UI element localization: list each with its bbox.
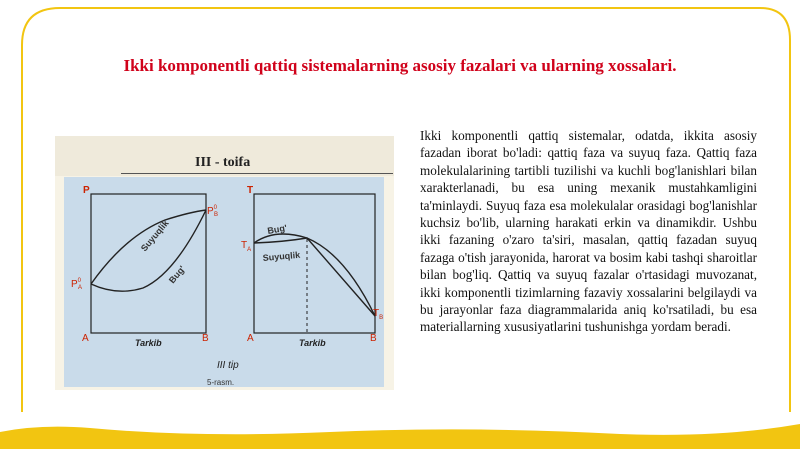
left-point-b-label: $P^0$ B [207, 205, 219, 218]
left-corner-a: A [82, 333, 89, 344]
right-curve-upper-label: Bug' [266, 222, 288, 236]
left-curve-upper-label: Suyuqlik [138, 218, 171, 254]
left-corner-b: B [202, 333, 209, 344]
left-diagram [71, 185, 218, 348]
right-curve-lower-label: Suyuqlik [262, 249, 301, 263]
body-paragraph: Ikki komponentli qattiq sistemalar, odatda, ikkita asosiy fazadan iborat bo'ladi: qattiq faza va suyuq faza. Qattiq faza molekulalarining tartibli tuzilishi va kuchli bog'lanishlari bilan xarakterlanadi, bu esa uning mexanik mustahkamligini ta'minlaydi. Suyuq faza esa molekulalar orasidagi bog'lanishlar kuchsiz bo'lib, ularning harakati erkin va dinamikdir. Ushbu ikki fazaning o'zaro ta'siri, masalan, qattiq fazadan suyuq fazaga o'tish jarayonida, harorat va bosim kabi tashqi sharoitlar bilan bog'liq. Qattiq va suyuq fazalar o'rtasidagi muvozanat, ikki komponentli tizimlarning fazaviy xossalarini belgilaydi va bu jarayonlar faza diagrammalarida aniq ko'rsatiladi, bu esa materiallarning xususiyatlarini tushunishga yordam beradi. [420, 128, 757, 335]
right-corner-b: B [370, 333, 377, 344]
right-lower-curve [254, 238, 375, 316]
phase-diagrams [55, 136, 394, 390]
right-diagram-box [254, 194, 375, 333]
right-x-axis-label: Tarkib [299, 338, 326, 348]
figure-heading: III - toifa [195, 155, 251, 170]
figure-type-label: III tip [217, 360, 239, 371]
slide-title: Ikki komponentli qattiq sistemalarning asosiy fazalari va ularning xossalari. [123, 56, 677, 75]
phase-diagram-figure [55, 136, 394, 390]
left-curve-lower-label: Bug' [166, 263, 188, 286]
right-corner-a: A [247, 333, 254, 344]
right-point-b-label: $T_B$ [373, 308, 384, 321]
left-diagram-box [91, 194, 206, 333]
left-x-axis-label: Tarkib [135, 338, 162, 348]
bottom-wave-decoration [0, 418, 800, 449]
figure-caption: 5-rasm. [207, 378, 235, 387]
left-point-a-label: $P^0$ A [71, 278, 83, 291]
left-axis-y-label: P [83, 185, 90, 196]
right-point-a-label: $T_A$ [241, 240, 252, 253]
right-diagram [241, 185, 383, 348]
right-axis-y-label: T [247, 185, 254, 196]
